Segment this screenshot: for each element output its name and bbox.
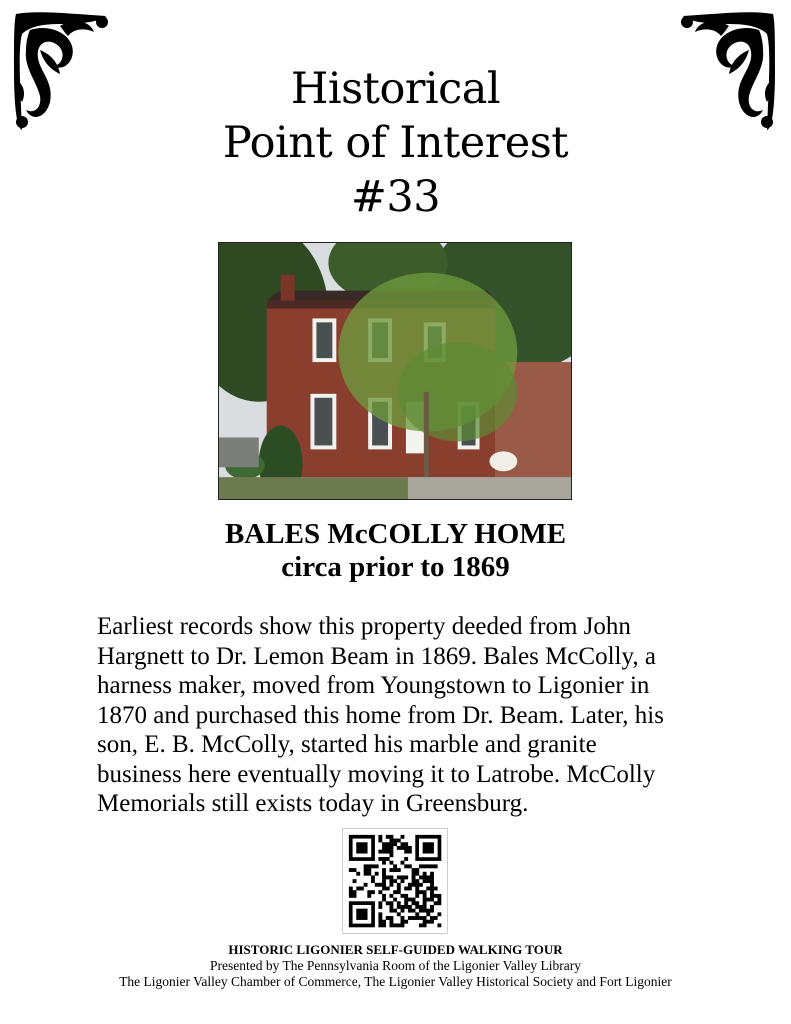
title-line-1: Historical [290, 64, 501, 114]
qr-code[interactable] [342, 828, 448, 934]
footer-partners: The Ligonier Valley Chamber of Commerce, The Ligonier Valley Historical Society and Fort Ligonier [119, 974, 672, 989]
property-name: BALES McCOLLY HOME [224, 518, 567, 550]
title-line-2: Point of Interest [222, 118, 569, 168]
description-line: son, E. B. McColly, started his marble and granite [97, 731, 597, 758]
description-line: 1870 and purchased this home from Dr. Beam. Later, his [97, 701, 664, 729]
description-line: Memorials still exists today in Greensburg. [97, 790, 529, 817]
description-paragraph [97, 612, 737, 819]
page-title [0, 62, 791, 224]
qr-code-icon [343, 829, 447, 933]
description-line: Earliest records show this property deeded from John [97, 613, 631, 640]
description-line: business here eventually moving it to Latrobe. McColly [97, 760, 656, 788]
footer-presenter: Presented by The Pennsylvania Room of the Ligonier Valley Library [209, 958, 582, 973]
footer-tour-name: HISTORIC LIGONIER SELF-GUIDED WALKING TOUR [228, 942, 563, 957]
description-line: harness maker, moved from Youngstown to Ligonier in [97, 672, 650, 699]
property-heading [0, 518, 791, 584]
property-date: circa prior to 1869 [281, 551, 510, 583]
title-line-3: #33 [350, 172, 441, 222]
brick-house-photo [219, 243, 571, 499]
description-line: Hargnett to Dr. Lemon Beam in 1869. Bales McColly, a [97, 642, 656, 670]
house-photo [218, 242, 572, 500]
footer [0, 942, 791, 990]
